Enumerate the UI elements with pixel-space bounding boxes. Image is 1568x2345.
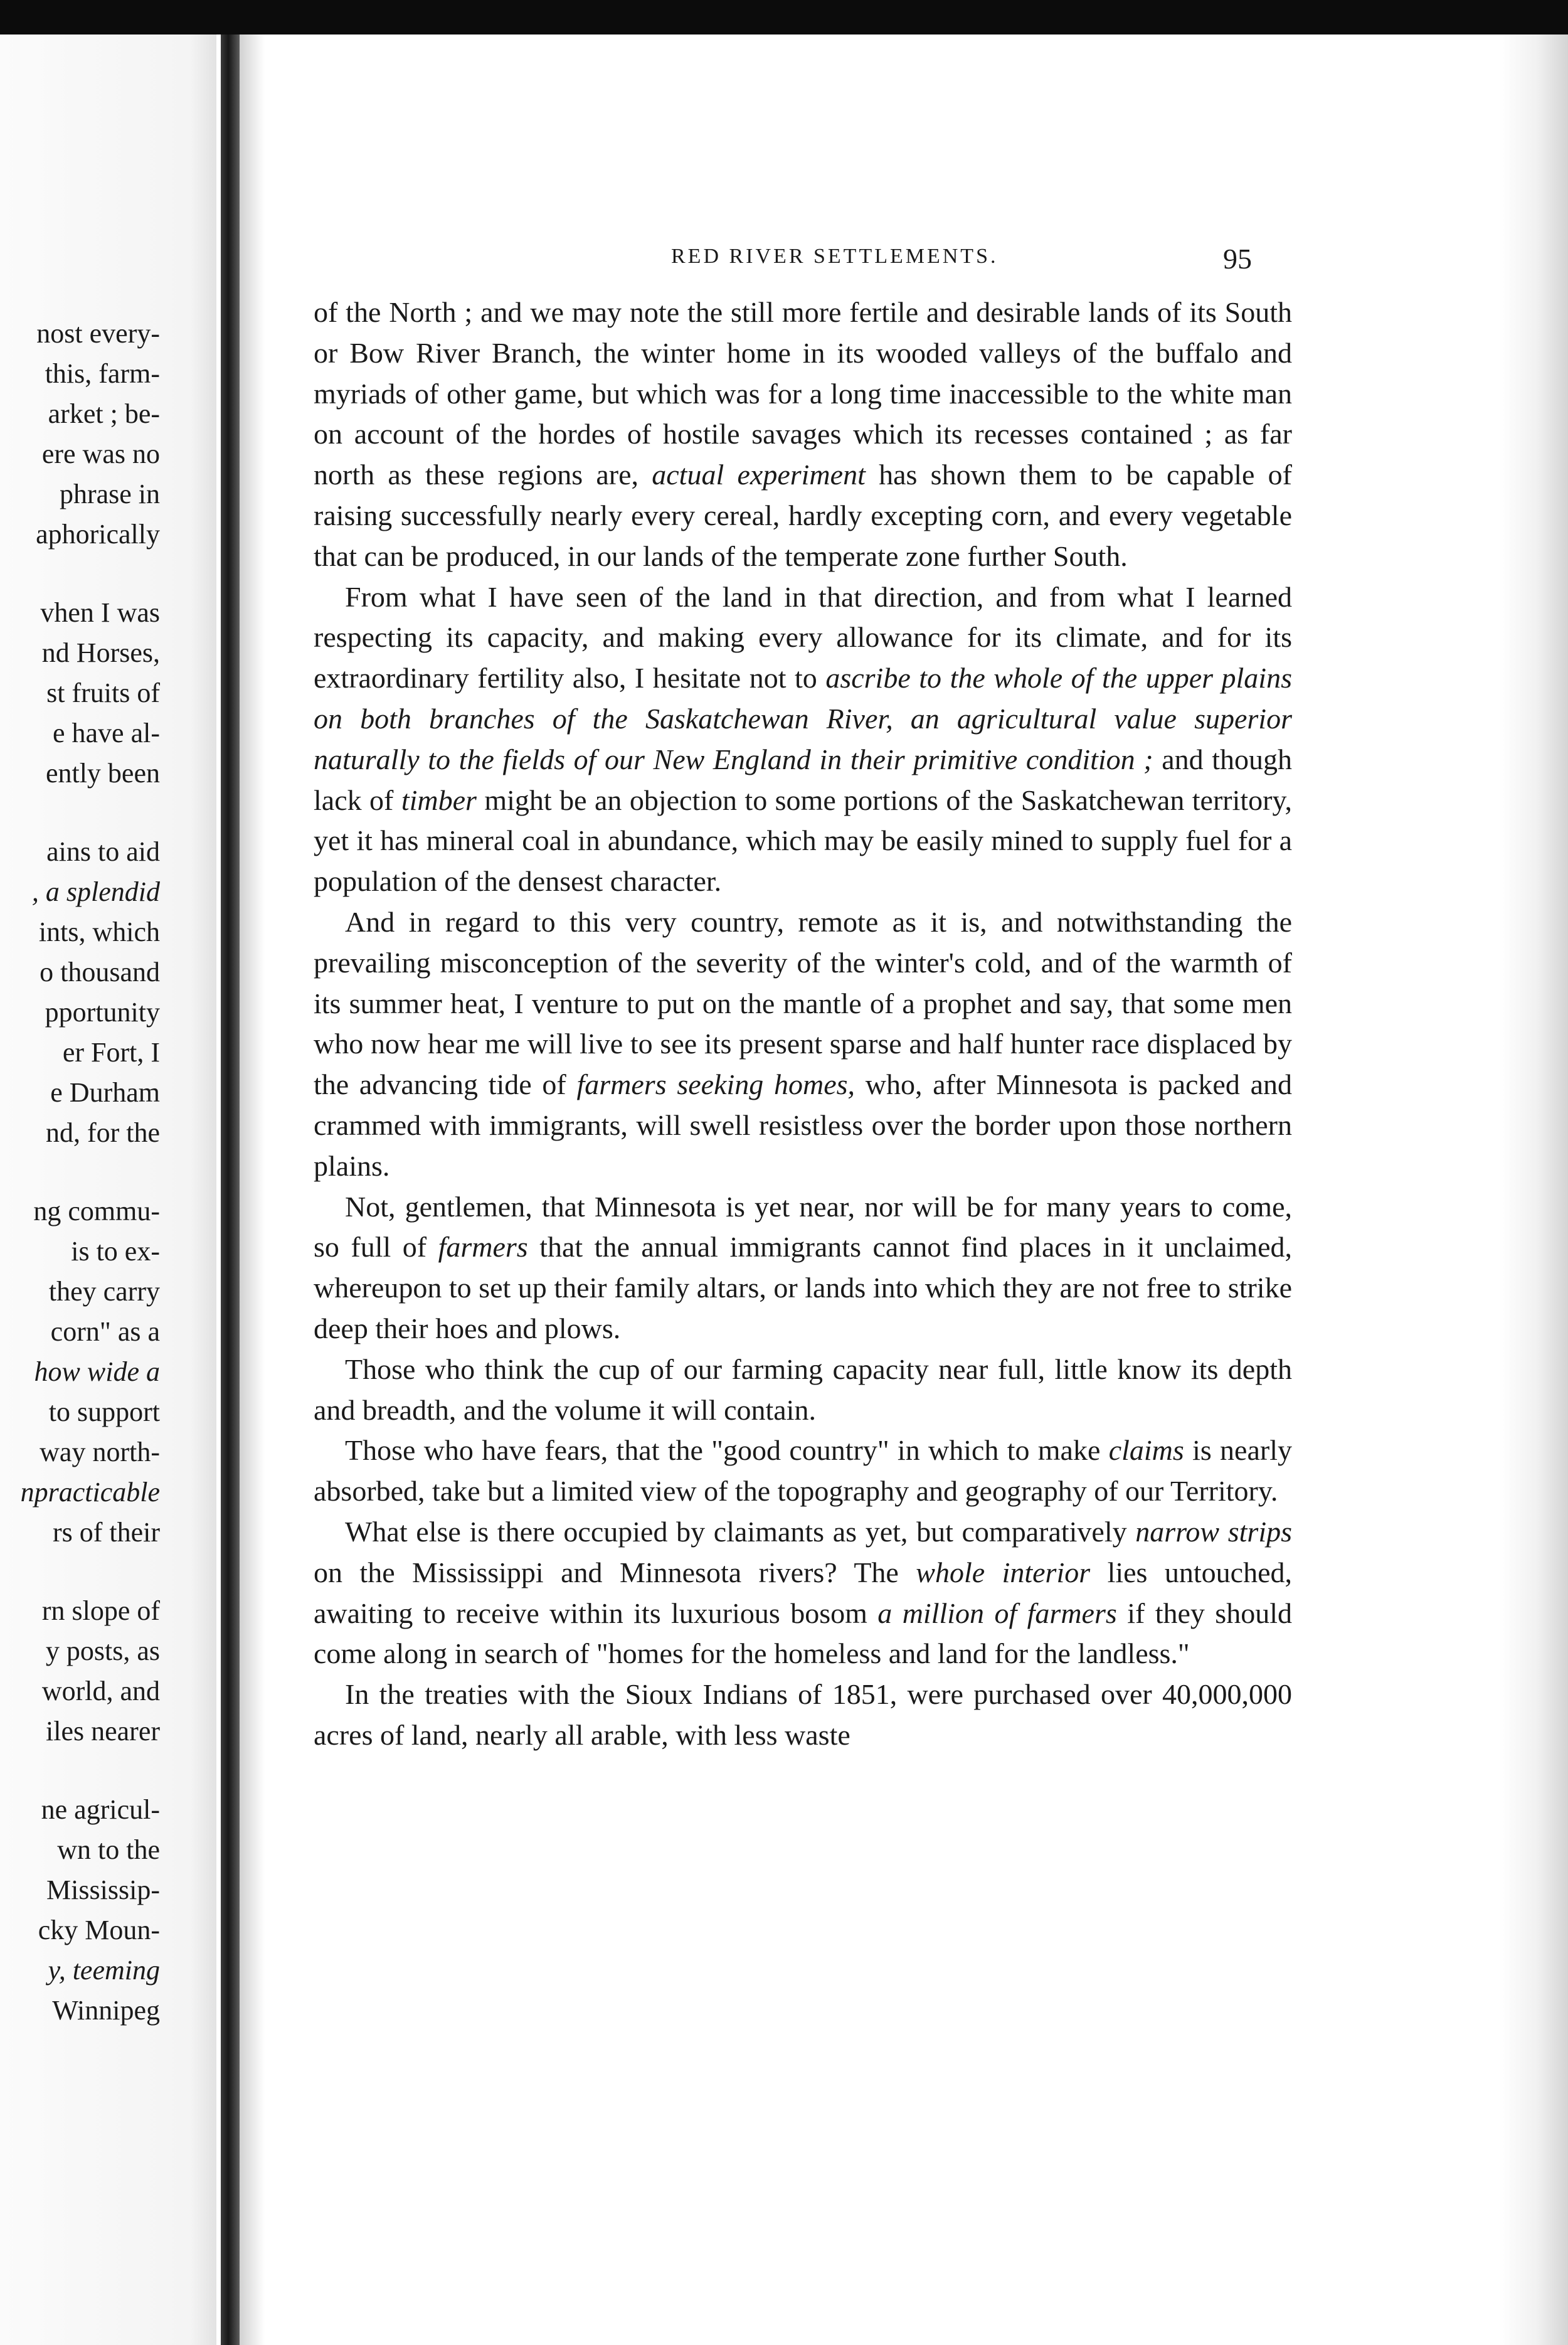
facing-page-line: ains to aid xyxy=(46,836,160,867)
facing-page-line: rs of their xyxy=(52,1517,160,1548)
paragraph xyxy=(314,1430,1292,1512)
facing-page-line: ints, which xyxy=(38,917,160,947)
text-run: What else is there occupied by claimants as yet, but comparatively xyxy=(345,1515,1136,1548)
body-text xyxy=(314,292,1292,1756)
facing-page-line: vhen I was xyxy=(40,597,160,628)
facing-page-line: how wide a xyxy=(34,1356,160,1387)
paragraph xyxy=(314,292,1292,577)
page-header xyxy=(314,245,1292,289)
running-head: RED RIVER SETTLEMENTS. xyxy=(671,245,999,268)
paragraph xyxy=(314,902,1292,1187)
facing-page-line: npracticable xyxy=(20,1477,160,1508)
facing-page-line: nost every- xyxy=(36,318,160,349)
facing-page-edge xyxy=(0,35,216,2345)
text-run: Those who think the cup of our farming capacity near full, little know its depth and breadth, and the volume it will contain. xyxy=(314,1353,1292,1426)
text-run: who, after Minnesota is packed and crammed with immigrants, will swell resistless over the border upon those northern plains. xyxy=(314,1068,1293,1182)
facing-page-line: e have al- xyxy=(53,718,160,748)
text-run: has shown them to be capable of raising successfully nearly every cereal, hardly excepting corn, and every vegetable that can be produced, in our lands of the temperate zone further South. xyxy=(314,459,1292,572)
facing-page-line: ng commu- xyxy=(33,1196,160,1226)
facing-page-line: rn slope of xyxy=(41,1595,160,1626)
paragraph xyxy=(314,1512,1292,1674)
italic-text: timber xyxy=(401,784,477,816)
scan-top-border xyxy=(0,0,1568,35)
facing-page-line: wn to the xyxy=(57,1834,160,1865)
facing-page-line: aphorically xyxy=(36,519,160,550)
facing-page-line: y, teeming xyxy=(48,1955,160,1986)
facing-page-line: cky Moun- xyxy=(38,1915,160,1945)
page-curl-edge xyxy=(1499,35,1568,2345)
facing-page-line: way north- xyxy=(40,1437,160,1467)
italic-text: a million of farmers xyxy=(877,1597,1117,1629)
facing-page-line: arket ; be- xyxy=(48,398,160,429)
text-run: might be an objection to some portions of the Saskatchewan territory, yet it has mineral coal in abundance, which may be easily mined to supply fuel for a population of the densest character. xyxy=(314,784,1293,898)
facing-page-line: is to ex- xyxy=(71,1236,160,1267)
text-run: that the annual immigrants cannot find places in it unclaimed, whereupon to set up their family altars, or lands into which they are not free to strike deep their hoes and plows. xyxy=(314,1231,1293,1344)
facing-page-line: phrase in xyxy=(59,479,160,509)
text-run: Those who have fears, that the "good country" in which to make xyxy=(345,1434,1109,1467)
text-run: And in regard to this very country, remote as it is, and notwithstanding the prevailing misconception of the severity of the winter's cold, and of the warmth of its summer heat, I venture to put on the mantle of a prophet and say, that some men who now hear me will live to see its present sparse and half hunter race displaced by the advancing tide of xyxy=(314,905,1292,1101)
facing-page-line: ere was no xyxy=(41,439,160,469)
facing-page-line: nd, for the xyxy=(45,1117,160,1148)
facing-page-line: st fruits of xyxy=(46,678,160,708)
facing-page-line: iles nearer xyxy=(46,1716,160,1747)
facing-page-line: y posts, as xyxy=(45,1635,160,1666)
paragraph xyxy=(314,1674,1292,1756)
text-run: Not, gentlemen, that Minnesota is yet near, nor will be for many years to come, so full of xyxy=(314,1190,1292,1263)
facing-page-line: to support xyxy=(48,1396,160,1427)
gutter-shadow xyxy=(240,35,265,2345)
facing-page-line: , a splendid xyxy=(31,876,160,907)
text-run: lies untouched, awaiting to receive within its luxurious bosom xyxy=(314,1556,1292,1629)
paragraph xyxy=(314,1187,1292,1349)
facing-page-line: world, and xyxy=(41,1676,160,1706)
italic-text: narrow strips xyxy=(1135,1515,1293,1548)
facing-page-line: nd Horses, xyxy=(41,637,160,668)
italic-text: whole interior xyxy=(916,1556,1091,1588)
facing-page-line: they carry xyxy=(48,1276,160,1307)
page-number: 95 xyxy=(1223,243,1252,275)
facing-page-line: e Durham xyxy=(50,1077,160,1108)
facing-page-line: Winnipeg xyxy=(52,1995,160,2026)
facing-page-line: corn" as a xyxy=(50,1316,160,1347)
facing-page-line: ne agricul- xyxy=(41,1794,160,1825)
paragraph xyxy=(314,577,1292,902)
italic-text: claims xyxy=(1108,1434,1184,1467)
text-run: if they should come along in search of "homes for the homeless and land for the landless." xyxy=(314,1597,1292,1670)
book-spine xyxy=(221,35,240,2345)
text-run: of the North ; and we may note the still more fertile and desirable lands of its South or Bow River Branch, the winter home in its wooded valleys of the buffalo and myriads of other game, but which was for a long time inaccessible to the white man on account of the hordes of hostile savages which its recesses contained ; as far north as these regions are, xyxy=(314,296,1292,491)
italic-text: farmers xyxy=(438,1231,528,1263)
book-page xyxy=(314,245,1292,1756)
italic-text: farmers seeking homes, xyxy=(576,1068,856,1101)
text-run: From what I have seen of the land in that direction, and from what I learned respecting its capacity, and making every allowance for its climate, and for its extraordinary fertility also, I hesitate not to xyxy=(314,580,1292,694)
facing-page-line: er Fort, I xyxy=(62,1037,160,1068)
italic-text: actual experiment xyxy=(652,459,866,491)
text-run: is nearly absorbed, take but a limited view of the topography and geography of our Territory. xyxy=(314,1434,1292,1508)
paragraph xyxy=(314,1349,1292,1431)
facing-page-line: o thousand xyxy=(40,957,160,987)
text-run: and though lack of xyxy=(314,743,1292,816)
facing-page-line: this, farm- xyxy=(45,358,160,389)
facing-page-line: pportunity xyxy=(45,997,160,1028)
facing-page-line: Mississip- xyxy=(46,1874,160,1905)
text-run: In the treaties with the Sioux Indians of 1851, were purchased over 40,000,000 acres of land, nearly all arable, with less waste xyxy=(314,1678,1292,1751)
facing-page-line: ently been xyxy=(45,758,160,789)
text-run: on the Mississippi and Minnesota rivers? The xyxy=(314,1556,916,1588)
italic-text: ascribe to the whole of the upper plains on both branches of the Saskatchewan River, an agricultural value superior naturally to the fields of our New England in their primitive condition ; xyxy=(314,662,1292,775)
